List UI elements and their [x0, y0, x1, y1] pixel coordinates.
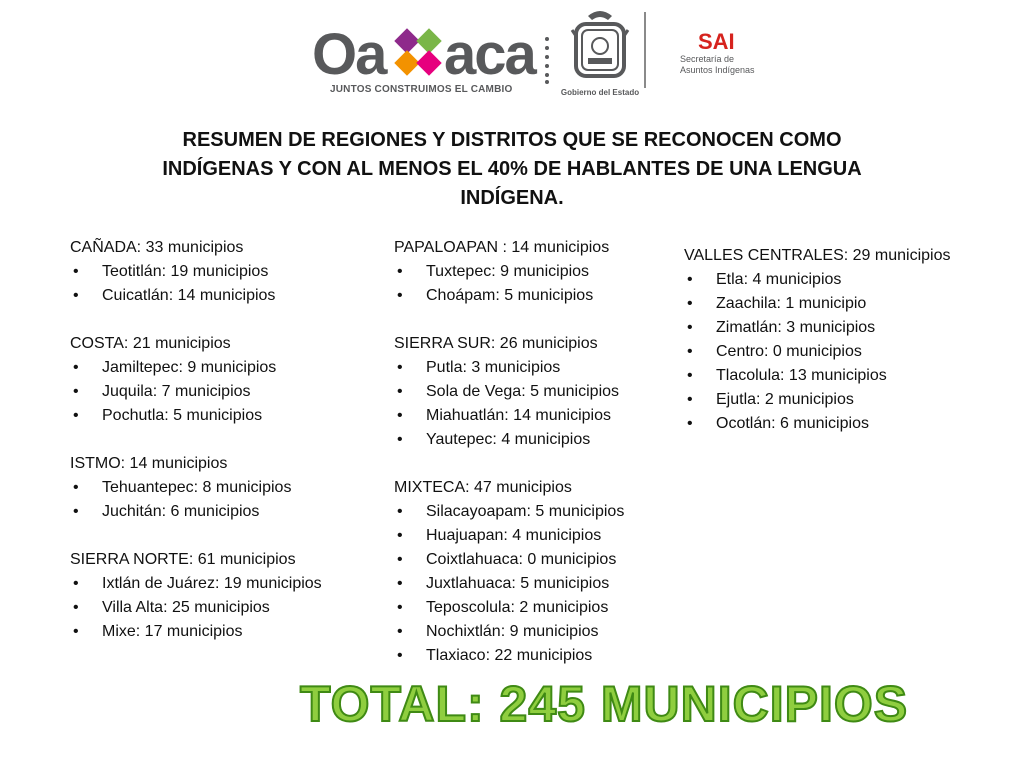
region-heading: PAPALOAPAN : 14 municipios — [394, 239, 610, 256]
oaxaca-x-mark-icon — [394, 28, 441, 75]
district-item: • Tuxtepec: 9 municipios — [394, 260, 684, 284]
district-item: • Etla: 4 municipios — [684, 268, 1004, 292]
region-mixteca — [394, 476, 684, 668]
district-item: • Juquila: 7 municipios — [70, 380, 390, 404]
sai-logo — [676, 30, 776, 90]
region-heading: SIERRA SUR: 26 municipios — [394, 335, 598, 352]
sai-line-1: Secretaría de — [680, 54, 735, 64]
district-item: • Coixtlahuaca: 0 municipios — [394, 548, 684, 572]
svg-text:aca: aca — [444, 24, 535, 86]
region-heading: CAÑADA: 33 municipios — [70, 239, 244, 256]
region-sierra-sur — [394, 332, 684, 452]
region-valles-centrales — [684, 244, 1004, 436]
seal-caption: Gobierno del Estado — [560, 88, 640, 97]
district-item: • Tehuantepec: 8 municipios — [70, 476, 390, 500]
region-canada — [70, 236, 390, 308]
sai-mark: SAI — [698, 29, 735, 54]
district-item: • Silacayoapam: 5 municipios — [394, 500, 684, 524]
district-item: • Nochixtlán: 9 municipios — [394, 620, 684, 644]
page-title: RESUMEN DE REGIONES Y DISTRITOS QUE SE RECONOCEN COMO INDÍGENAS Y CON AL MENOS EL 40% DE HABLANTES DE UNA LENGUA INDÍGENA. — [162, 129, 862, 209]
svg-text:Oa: Oa — [312, 24, 386, 86]
district-item: • Juchitán: 6 municipios — [70, 500, 390, 524]
district-item: • Tlacolula: 13 municipios — [684, 364, 1004, 388]
region-heading: VALLES CENTRALES: 29 municipios — [684, 247, 951, 264]
column-1 — [70, 236, 390, 668]
district-item: • Cuicatlán: 14 municipios — [70, 284, 390, 308]
district-item: • Teposcolula: 2 municipios — [394, 596, 684, 620]
coat-of-arms-icon — [558, 6, 642, 86]
region-sierra-norte — [70, 548, 390, 644]
district-item: • Yautepec: 4 municipios — [394, 428, 684, 452]
district-item: • Centro: 0 municipios — [684, 340, 1004, 364]
region-heading: SIERRA NORTE: 61 municipios — [70, 551, 296, 568]
district-item: • Ejutla: 2 municipios — [684, 388, 1004, 412]
total-municipios: TOTAL: 245 MUNICIPIOS — [300, 676, 909, 732]
sai-line-2: Asuntos Indígenas — [680, 65, 755, 75]
state-seal — [558, 6, 642, 102]
region-heading: COSTA: 21 municipios — [70, 335, 231, 352]
region-heading: MIXTECA: 47 municipios — [394, 479, 572, 496]
district-item: • Sola de Vega: 5 municipios — [394, 380, 684, 404]
region-costa — [70, 332, 390, 428]
column-3 — [684, 244, 1004, 460]
district-item: • Choápam: 5 municipios — [394, 284, 684, 308]
district-item: • Pochutla: 5 municipios — [70, 404, 390, 428]
region-papaloapan — [394, 236, 684, 308]
district-item: • Villa Alta: 25 municipios — [70, 596, 390, 620]
region-heading: ISTMO: 14 municipios — [70, 455, 228, 472]
region-istmo — [70, 452, 390, 524]
district-item: • Zimatlán: 3 municipios — [684, 316, 1004, 340]
district-item: • Teotitlán: 19 municipios — [70, 260, 390, 284]
header — [0, 0, 1024, 110]
oaxaca-wordmark-icon — [312, 24, 542, 86]
district-item: • Huajuapan: 4 municipios — [394, 524, 684, 548]
dotted-separator-icon — [544, 36, 550, 84]
column-2 — [394, 236, 684, 692]
district-item: • Putla: 3 municipios — [394, 356, 684, 380]
vertical-divider — [644, 12, 646, 88]
oaxaca-logo — [312, 24, 542, 104]
district-item: • Juxtlahuaca: 5 municipios — [394, 572, 684, 596]
district-item: • Ixtlán de Juárez: 19 municipios — [70, 572, 390, 596]
district-item: • Mixe: 17 municipios — [70, 620, 390, 644]
district-item: • Miahuatlán: 14 municipios — [394, 404, 684, 428]
district-item: • Jamiltepec: 9 municipios — [70, 356, 390, 380]
district-item: • Ocotlán: 6 municipios — [684, 412, 1004, 436]
district-item: • Tlaxiaco: 22 municipios — [394, 644, 684, 668]
logo-tagline: JUNTOS CONSTRUIMOS EL CAMBIO — [330, 84, 513, 95]
district-item: • Zaachila: 1 municipio — [684, 292, 1004, 316]
